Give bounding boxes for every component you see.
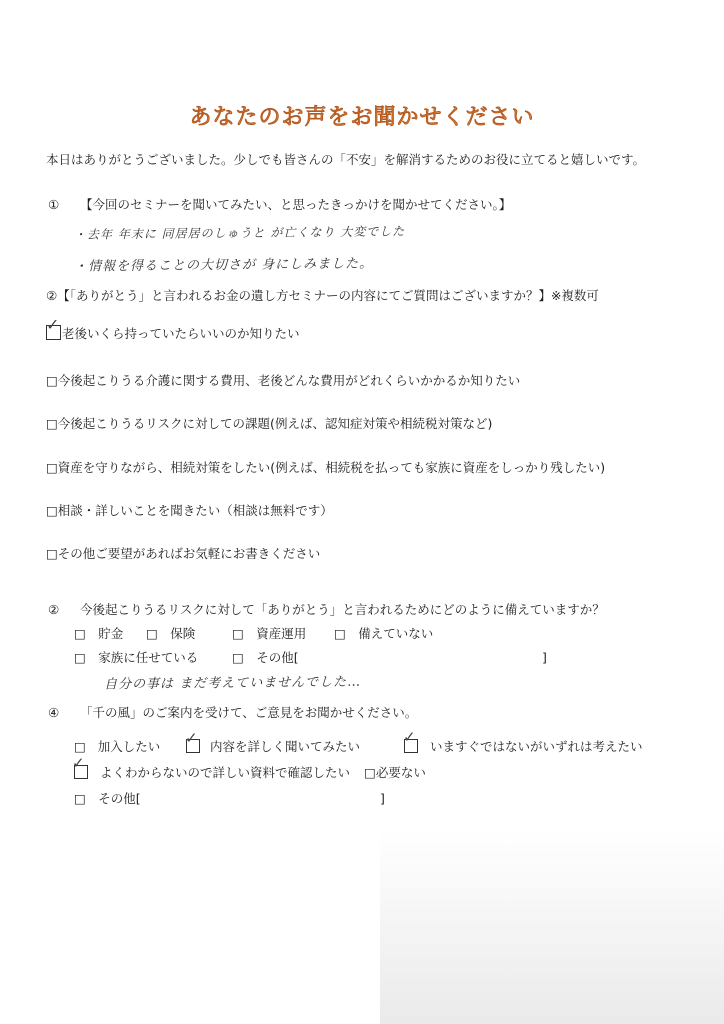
page-title: あなたのお声をお聞かせください bbox=[189, 105, 535, 130]
q1-answer-2: ・情報を得ることの大切さが 身にしみました。 bbox=[73, 256, 374, 275]
checkbox[interactable]: □ bbox=[74, 739, 86, 754]
check-mark-icon: ✓ bbox=[403, 728, 416, 746]
q4-option-other[interactable]: □ その他[ bbox=[74, 791, 141, 806]
option-label: 必要ない bbox=[375, 765, 426, 780]
option-label: よくわからないので詳しい資料で確認したい bbox=[99, 765, 350, 780]
q4-question: 「千の風」のご案内を受けて、ご意見をお聞かせください。 bbox=[80, 705, 418, 720]
q2-option-1[interactable] bbox=[46, 315, 300, 342]
q3-option-insurance[interactable]: □ 保険 bbox=[146, 626, 196, 641]
option-label: 内容を詳しく聞いてみたい bbox=[209, 739, 360, 754]
q3-option-savings[interactable]: □ 貯金 bbox=[74, 626, 124, 641]
q4-option-later[interactable] bbox=[403, 728, 643, 755]
q2-option-4[interactable]: □資産を守りながら、相続対策をしたい(例えば、相続税を払っても家族に資産をしっかり残したい) bbox=[46, 460, 606, 475]
q2-option-2[interactable]: □今後起こりうる介護に関する費用、老後どんな費用がどれくらいかかるか知りたい bbox=[46, 373, 521, 388]
q3-number: ② bbox=[48, 602, 60, 617]
option-label: 老後いくら持っていたらいいのか知りたい bbox=[62, 326, 300, 341]
q4-option-materials[interactable] bbox=[72, 754, 350, 781]
q4-option-details[interactable] bbox=[185, 729, 360, 755]
q2-option-3[interactable]: □今後起こりうるリスクに対しての課題(例えば、認知症対策や相続税対策など) bbox=[46, 416, 493, 431]
q2-option-6[interactable]: □その他ご要望があればお気軽にお書きください bbox=[46, 546, 321, 561]
q3-question: 今後起こりうるリスクに対して「ありがとう」と言われるためにどのように備えていますか？ bbox=[80, 602, 605, 617]
scan-shadow bbox=[380, 830, 724, 1024]
q3-handwritten-answer: 自分の事は まだ考えていませんでした… bbox=[103, 674, 362, 693]
checkbox[interactable]: □ bbox=[364, 765, 376, 780]
q1-number: ① bbox=[48, 197, 60, 212]
q4-number: ④ bbox=[48, 705, 60, 720]
check-mark-icon: ✓ bbox=[72, 754, 85, 772]
option-label: いますぐではないがいずれは考えたい bbox=[429, 739, 643, 754]
check-mark-icon: ✓ bbox=[185, 729, 198, 747]
check-mark-icon: ✓ bbox=[46, 315, 60, 334]
q3-option-not-prepared[interactable]: □ 備えていない bbox=[334, 626, 434, 641]
option-label: 加入したい bbox=[97, 739, 161, 754]
q1-answer-1: ・去年 年末に 同居居のしゅうと が亡くなり 大変でした bbox=[73, 224, 406, 242]
q2-question: ②【「ありがとう」と言われるお金の遺し方セミナーの内容にてご質問はございますか？】※複数可 bbox=[46, 288, 599, 303]
q3-option-family[interactable]: □ 家族に任せている bbox=[74, 650, 199, 665]
q4-other-bracket-close: ] bbox=[380, 791, 385, 806]
q3-option-investment[interactable]: □ 資産運用 bbox=[232, 626, 307, 641]
q4-option-join[interactable] bbox=[74, 739, 160, 755]
q1-question: 【今回のセミナーを聞いてみたい、と思ったきっかけを聞かせてください。】 bbox=[80, 197, 512, 212]
q4-option-not-needed[interactable] bbox=[364, 765, 426, 781]
q2-option-5[interactable]: □相談・詳しいことを聞きたい（相談は無料です） bbox=[46, 503, 333, 518]
intro-text: 本日はありがとうございました。少しでも皆さんの「不安」を解消するためのお役に立てると嬉しいです。 bbox=[46, 152, 646, 167]
q3-other-bracket-close: ] bbox=[542, 650, 547, 665]
q3-option-other[interactable]: □ その他[ bbox=[232, 650, 299, 665]
